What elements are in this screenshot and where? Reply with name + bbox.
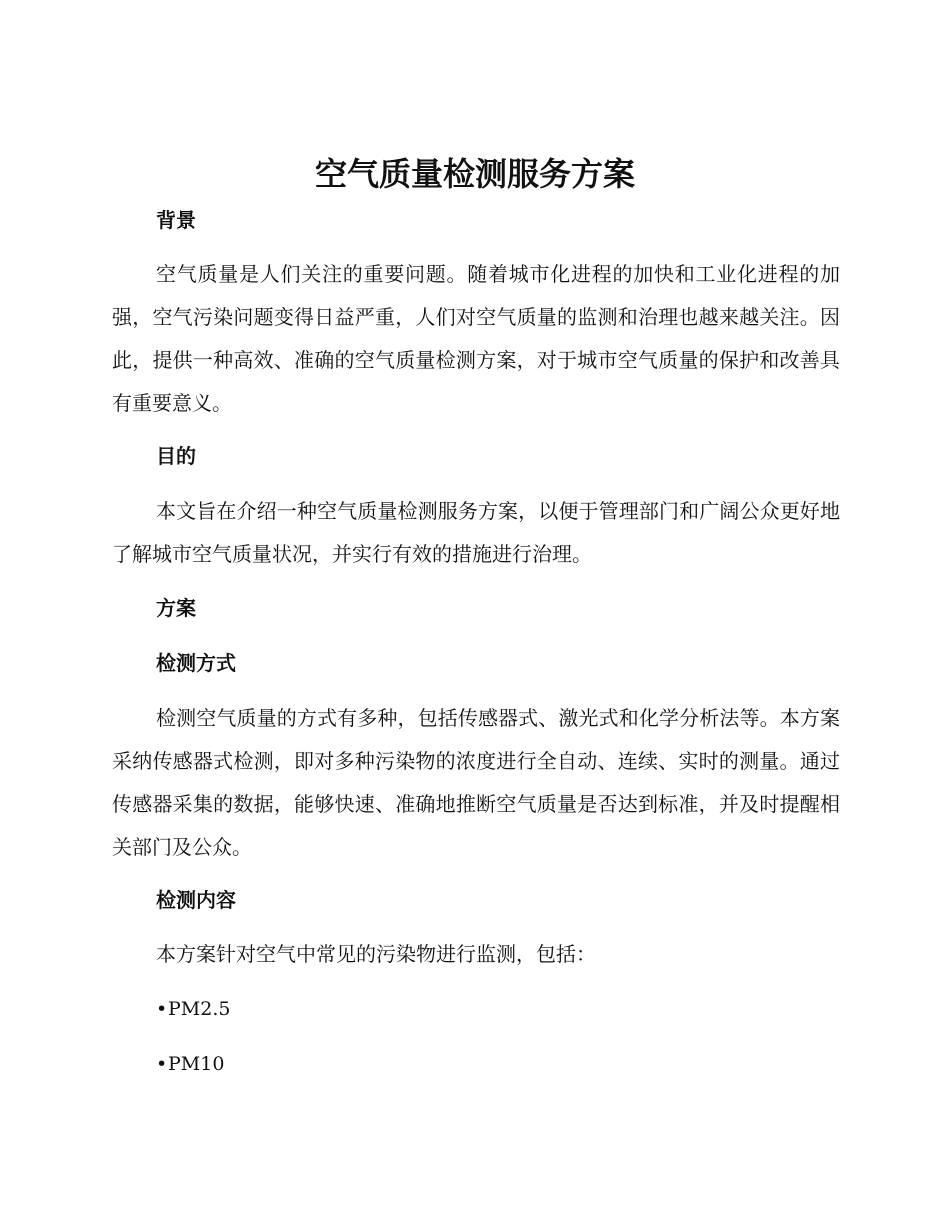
paragraph-content-intro: 本方案针对空气中常见的污染物进行监测，包括： — [156, 942, 596, 966]
heading-content: 检测内容 — [156, 888, 236, 912]
heading-purpose: 目的 — [156, 444, 196, 468]
list-item-text: PM2.5 — [168, 998, 231, 1020]
paragraph-purpose: 本文旨在介绍一种空气质量检测服务方案，以便于管理部门和广阔公众更好地了解城市空气质量状况，并实行有效的措施进行治理。 — [112, 499, 840, 566]
heading-method: 检测方式 — [156, 651, 236, 675]
paragraph-background: 空气质量是人们关注的重要问题。随着城市化进程的加快和工业化进程的加强，空气污染问题变得日益严重，人们对空气质量的监测和治理也越来越关注。因此，提供一种高效、准确的空气质量检测方案，对于城市空气质量的保护和改善具有重要意义。 — [112, 262, 840, 415]
heading-background: 背景 — [156, 208, 196, 232]
heading-plan: 方案 — [156, 596, 196, 620]
document-title: 空气质量检测服务方案 — [314, 155, 635, 193]
list-item — [156, 994, 230, 1024]
list-item-text: PM10 — [168, 1053, 225, 1075]
bullet-glyph: • — [156, 998, 168, 1020]
list-item — [156, 1049, 224, 1079]
paragraph-method: 检测空气质量的方式有多种，包括传感器式、激光式和化学分析法等。本方案采纳传感器式检测，即对多种污染物的浓度进行全自动、连续、实时的测量。通过传感器采集的数据，能够快速、准确地推断空气质量是否达到标准，并及时提醒相关部门及公众。 — [112, 706, 840, 859]
bullet-glyph: • — [156, 1053, 168, 1075]
